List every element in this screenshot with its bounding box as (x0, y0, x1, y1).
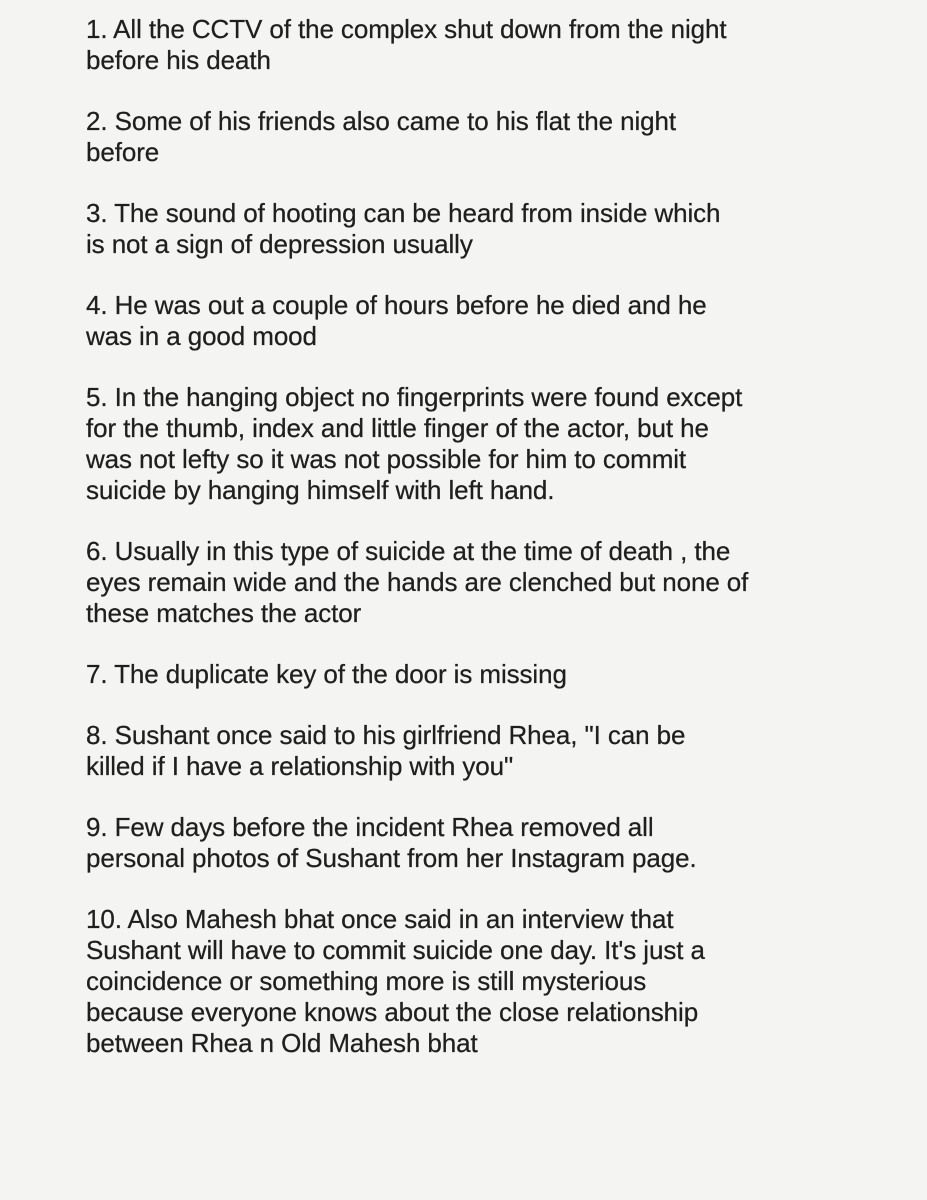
list-item-text: 3. The sound of hooting can be heard from inside which is not a sign of depression usually (86, 198, 721, 259)
list-item (86, 106, 867, 168)
list-item-text: 1. All the CCTV of the complex shut down from the night before his death (86, 14, 727, 75)
list-item-text: 6. Usually in this type of suicide at the time of death , the eyes remain wide and the hands are clenched but none of these matches the actor (86, 536, 749, 628)
list-item-text: 2. Some of his friends also came to his flat the night before (86, 106, 677, 167)
list-item-text: 4. He was out a couple of hours before he died and he was in a good mood (86, 290, 707, 351)
list-item-text: 8. Sushant once said to his girlfriend Rhea, "I can be killed if I have a relationship with you" (86, 720, 686, 781)
list-item (86, 14, 867, 76)
list-item-text: 10. Also Mahesh bhat once said in an interview that Sushant will have to commit suicide one day. It's just a coincidence or something more is still mysterious because everyone knows about the close relationship between Rhea n Old Mahesh bhat (86, 904, 705, 1058)
list-item (86, 382, 867, 506)
numbered-list (86, 14, 867, 1059)
list-item (86, 290, 867, 352)
list-item-text: 9. Few days before the incident Rhea removed all personal photos of Sushant from her Instagram page. (86, 812, 697, 873)
list-item (86, 536, 867, 629)
list-item-text: 5. In the hanging object no fingerprints were found except for the thumb, index and little finger of the actor, but he was not lefty so it was not possible for him to commit suicide by hanging himself with left hand. (86, 382, 743, 505)
list-item (86, 904, 867, 1059)
list-item (86, 659, 867, 690)
list-item (86, 720, 867, 782)
list-item (86, 198, 867, 260)
list-item (86, 812, 867, 874)
list-item-text: 7. The duplicate key of the door is missing (86, 659, 567, 689)
